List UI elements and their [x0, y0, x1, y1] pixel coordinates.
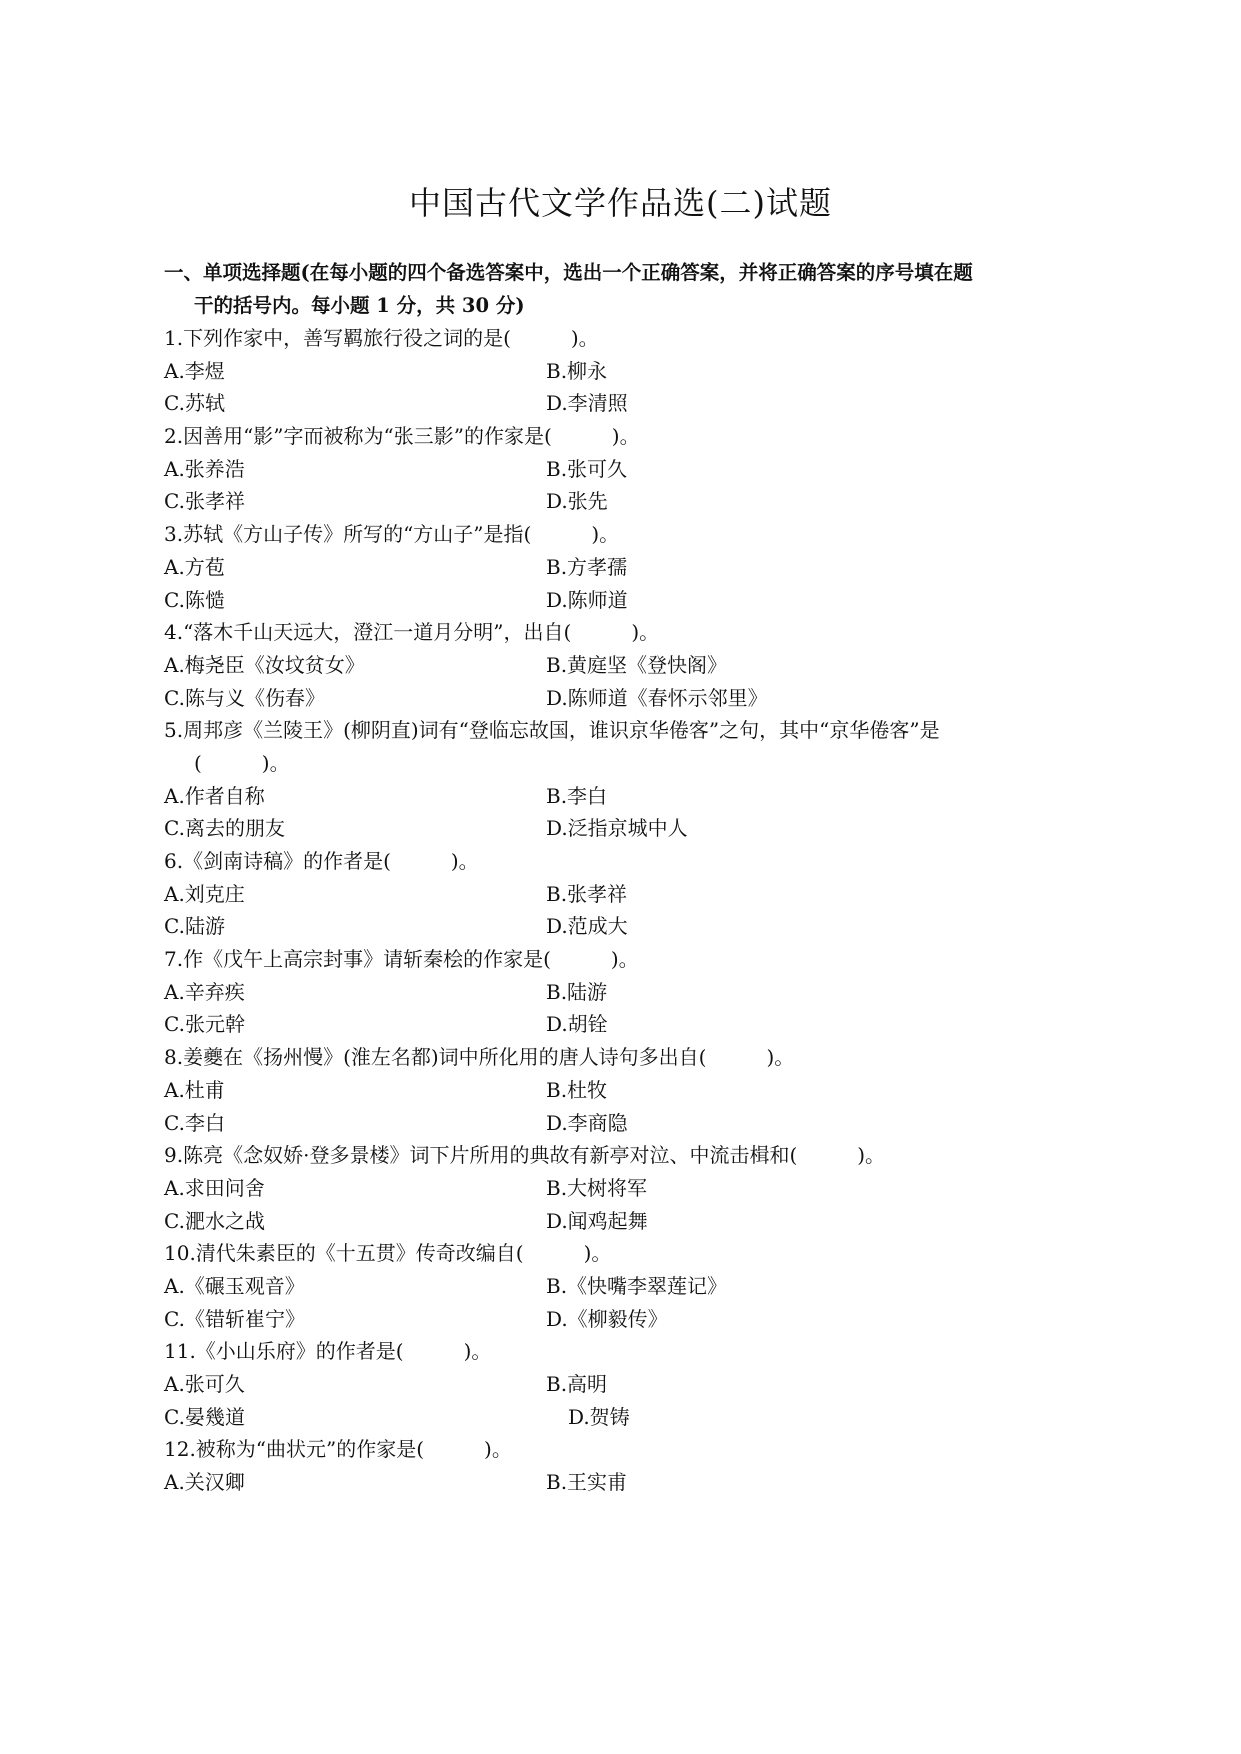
option: C.李白 [164, 1110, 225, 1135]
option: C.张孝祥 [164, 489, 245, 514]
option-row [164, 584, 1084, 617]
option: D.胡铨 [546, 1012, 608, 1037]
option: A.作者自称 [164, 783, 265, 808]
option-row [164, 910, 1084, 943]
option: B.张可久 [546, 456, 628, 481]
option: B.陆游 [546, 979, 608, 1004]
option-row [164, 780, 1084, 813]
option: C.陆游 [164, 914, 225, 939]
section-heading-line-2: 干的括号内。每小题 1 分，共 30 分) [194, 294, 525, 317]
option: A.李煜 [164, 358, 225, 383]
option-row [164, 1270, 1084, 1303]
option-row [164, 976, 1084, 1009]
option: C.《错斩崔宁》 [164, 1306, 305, 1331]
option: D.李商隐 [546, 1110, 628, 1135]
question-stem: 7.作《戊午上高宗封事》请斩秦桧的作家是( )。 [164, 947, 639, 972]
option: B.柳永 [546, 358, 608, 383]
option: A.刘克庄 [164, 881, 245, 906]
option: B.张孝祥 [546, 881, 628, 906]
option-row [164, 453, 1084, 486]
question-stem: 2.因善用“影”字而被称为“张三影”的作家是( )。 [164, 424, 640, 449]
option: A.张可久 [164, 1372, 245, 1396]
option: D.泛指京城中人 [546, 816, 688, 841]
option-row [164, 1172, 1084, 1205]
option-row [164, 1303, 1084, 1336]
option: A.方苞 [164, 554, 225, 579]
option: C.陈慥 [164, 587, 225, 612]
question-stem: 3.苏轼《方山子传》所写的“方山子”是指( )。 [164, 522, 620, 547]
option: D.陈师道《春怀示邻里》 [546, 685, 768, 710]
option: B.《快嘴李翠莲记》 [546, 1273, 728, 1298]
option-row [164, 1466, 1084, 1499]
option: A.辛弃疾 [164, 979, 245, 1004]
option: A.《碾玉观音》 [164, 1273, 305, 1298]
option-row [164, 551, 1084, 584]
option: C.陈与义《伤春》 [164, 685, 325, 710]
option-row [164, 1368, 1084, 1401]
question-stem: 9.陈亮《念奴娇·登多景楼》词下片所用的典故有新亭对泣、中流击楫和( )。 [164, 1143, 886, 1168]
option-row [164, 1008, 1084, 1041]
option-row [164, 649, 1084, 682]
option: B.大树将军 [546, 1175, 648, 1200]
option: C.淝水之战 [164, 1208, 265, 1233]
option-row [164, 1205, 1084, 1238]
option-row [164, 485, 1084, 518]
option-row [164, 878, 1084, 911]
option-row [164, 812, 1084, 845]
option: D.贺铸 [568, 1404, 630, 1429]
option: B.方孝孺 [546, 554, 628, 579]
option-row [164, 1107, 1084, 1140]
question-stem: 1.下列作家中，善写羁旅行役之词的是( )。 [164, 326, 599, 350]
section-heading-line-1: 一、单项选择题(在每小题的四个备选答案中，选出一个正确答案，并将正确答案的序号填在题 [164, 261, 973, 284]
option-row [164, 355, 1084, 388]
option: B.李白 [546, 783, 608, 808]
option: B.杜牧 [546, 1077, 608, 1102]
question-stem-continued: ( )。 [194, 750, 290, 775]
option: B.高明 [546, 1372, 608, 1396]
exam-title: 中国古代文学作品选(二)试题 [409, 184, 832, 222]
option: B.王实甫 [546, 1470, 628, 1495]
question-stem: 5.周邦彦《兰陵王》(柳阴直)词有“登临忘故国，谁识京华倦客”之句，其中“京华倦客”是 [164, 718, 940, 743]
question-stem: 12.被称为“曲状元”的作家是( )。 [164, 1437, 512, 1462]
option: D.李清照 [546, 391, 628, 416]
question-list [164, 322, 1084, 1499]
option: A.关汉卿 [164, 1470, 245, 1495]
option: C.张元幹 [164, 1012, 245, 1037]
question-stem: 4.“落木千山天远大，澄江一道月分明”，出自( )。 [164, 620, 660, 645]
option: C.晏幾道 [164, 1404, 245, 1429]
question-stem: 6.《剑南诗稿》的作者是( )。 [164, 849, 479, 873]
option: A.求田问舍 [164, 1175, 265, 1200]
option: D.张先 [546, 489, 608, 514]
option-row [164, 1401, 1084, 1434]
option-row [164, 387, 1084, 420]
question-stem: 10.清代朱素臣的《十五贯》传奇改编自( )。 [164, 1241, 612, 1266]
option: C.离去的朋友 [164, 816, 285, 841]
option: D.范成大 [546, 914, 628, 939]
option: A.杜甫 [164, 1077, 225, 1102]
option: D.闻鸡起舞 [546, 1208, 648, 1233]
option: B.黄庭坚《登快阁》 [546, 652, 728, 677]
section-heading [164, 256, 1084, 322]
option-row [164, 682, 1084, 715]
question-stem: 11.《小山乐府》的作者是( )。 [164, 1339, 492, 1364]
option: A.梅尧臣《汝坟贫女》 [164, 652, 365, 677]
option: D.陈师道 [546, 587, 628, 612]
option: D.《柳毅传》 [546, 1306, 668, 1331]
option: C.苏轼 [164, 391, 225, 416]
option-row [164, 1074, 1084, 1107]
question-stem: 8.姜夔在《扬州慢》(淮左名都)词中所化用的唐人诗句多出自( )。 [164, 1045, 795, 1070]
option: A.张养浩 [164, 456, 245, 481]
